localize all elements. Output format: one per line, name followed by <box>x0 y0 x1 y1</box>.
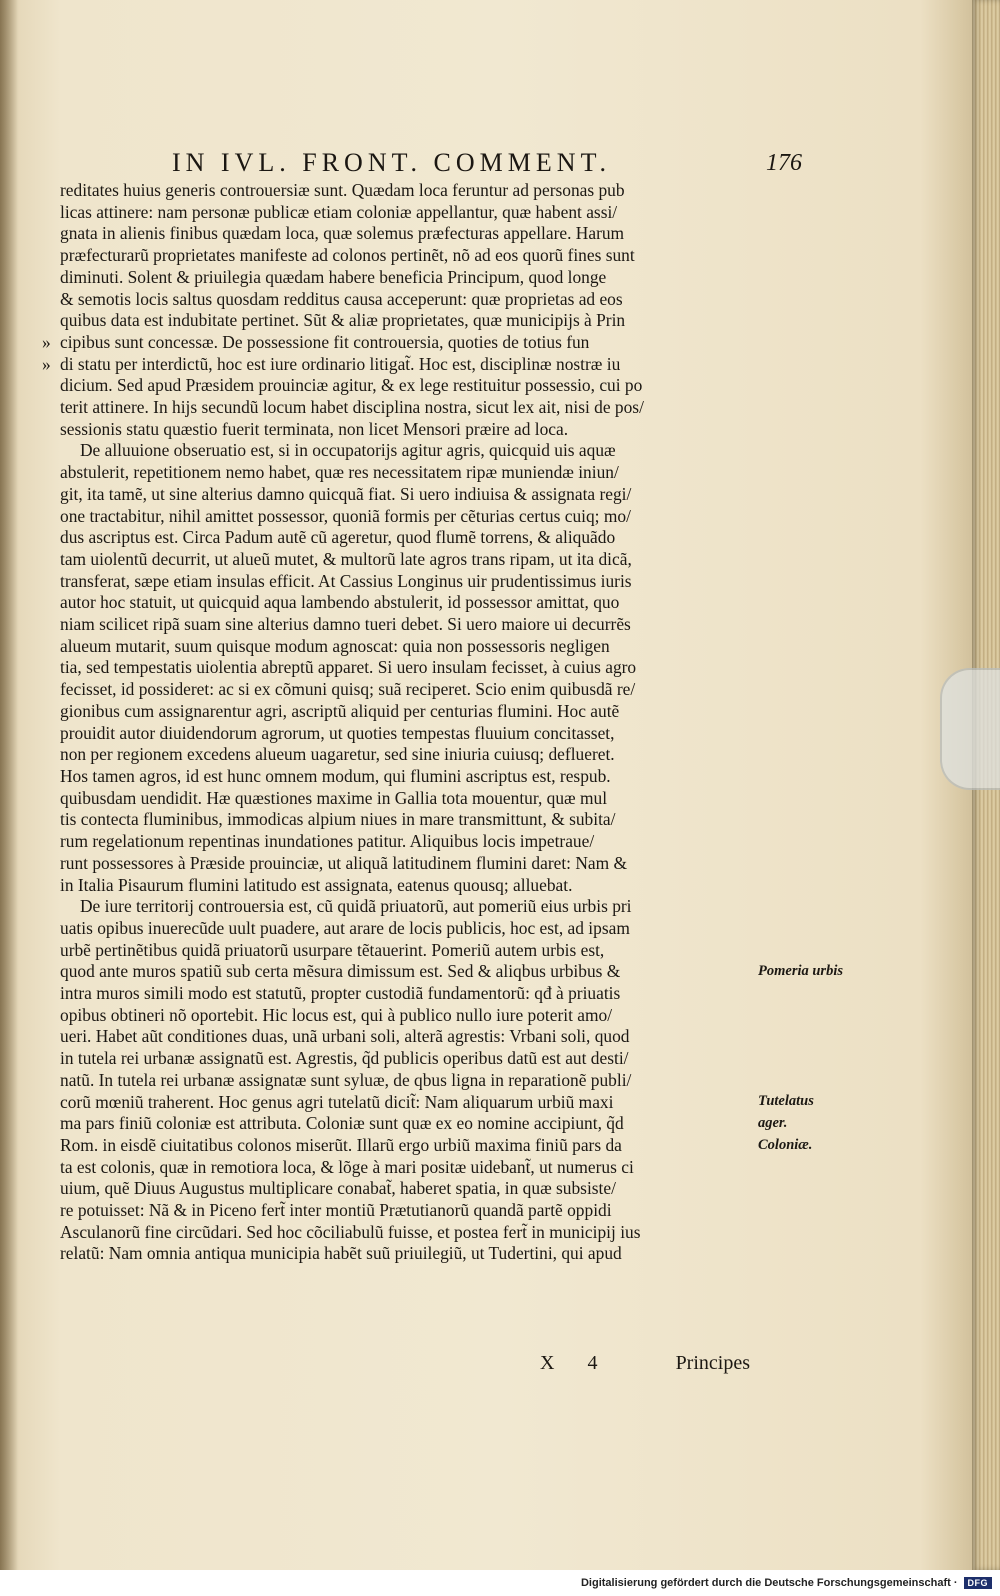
signature-mark: X 4 <box>540 1352 612 1374</box>
text-line <box>60 831 765 853</box>
text-line-content: autor hoc statuit, ut quicquid aqua lambendo abstulerit, id possessor amittat, quo <box>60 592 620 613</box>
text-line-content: corũ mœniũ traherent. Hoc genus agri tutelatũ dicit̃: Nam aliquarum urbiũ maxi <box>60 1091 614 1112</box>
text-line-content: abstulerit, repetitionem nemo habet, quæ res necessitatem ripæ muniendæ iniun/ <box>60 462 619 483</box>
text-line <box>60 701 765 723</box>
text-line <box>60 1048 765 1070</box>
text-line-content: non per regionem excedens alueum uagaretur, sed sine iniuria cuiusq; deflueret. <box>60 744 615 765</box>
text-line <box>60 1070 765 1092</box>
text-line-content: transferat, sæpe etiam insulas efficit. At Cassius Longinus uir prudentissimus iuris <box>60 570 632 591</box>
text-line-content: natũ. In tutela rei urbanæ assignatæ sunt syluæ, de qbus ligna in reparationẽ publi/ <box>60 1069 632 1090</box>
gutter-shadow <box>0 0 18 1570</box>
text-line <box>60 267 765 289</box>
text-line <box>60 875 765 897</box>
text-line <box>60 614 765 636</box>
text-line-content: opibus obtineri nõ oportebit. Hic locus est, qui à publico nullo iure poterit amo/ <box>60 1004 613 1025</box>
text-line <box>60 723 765 745</box>
text-line-content: licas attinere: nam personæ publicæ etiam coloniæ appellantur, quæ habent assi/ <box>60 201 618 222</box>
text-line-content: præfecturarũ proprietates manifeste ad colonos pertinẽt, nõ ad eos quorũ fines sunt <box>60 245 635 266</box>
text-line <box>60 1135 765 1157</box>
text-line <box>60 397 765 419</box>
text-line-content: in tutela rei urbanæ assignatũ est. Agrestis, q̃d publicis operibus datũ est aut desti/ <box>60 1048 629 1069</box>
text-line-content: cipibus sunt concessæ. De possessione fit controuersia, quoties de totius fun <box>60 331 590 352</box>
text-line <box>60 961 765 983</box>
text-line-content: dicium. Sed apud Præsidem prouinciæ agitur, & ex lege restituitur possessio, cui po <box>60 375 643 396</box>
text-line-content: alueum mutarit, suum quisque modum agnoscat: quia non possessoris negligen <box>60 635 610 656</box>
text-line <box>60 1113 765 1135</box>
text-line-content: De alluuione obseruatio est, si in occupatorijs agitur agris, quicquid uis aquæ <box>80 440 616 461</box>
text-line <box>60 788 765 810</box>
text-line <box>60 310 765 332</box>
text-line-content: ta est colonis, quæ in remotiora loca, & lõge à mari positæ uidebant̃, ut numerus ci <box>60 1156 634 1177</box>
text-line <box>60 1026 765 1048</box>
text-line-content: ma pars finiũ coloniæ est attributa. Coloniæ sunt quæ ex eo nomine accipiunt, q̃d <box>60 1113 624 1134</box>
catchword: Principes <box>675 1352 750 1374</box>
margin-note: Tutelatus <box>758 1093 814 1110</box>
text-line-content: tam uiolentũ decurrit, ut alueũ mutet, & multorũ late agros trans ripam, ut ita dicã, <box>60 548 632 569</box>
text-line <box>60 1178 765 1200</box>
text-line <box>60 853 765 875</box>
text-line <box>60 462 765 484</box>
margin-note: Coloniæ. <box>758 1136 813 1153</box>
text-line <box>60 245 765 267</box>
text-line-content: intra muros simili modo est statutũ, propter custodiã fundamentorũ: qđ à priuatis <box>60 983 621 1004</box>
page-footer <box>540 1352 750 1378</box>
text-line-content: rum regelationum repentinas inundationes patitur. Aliquibus locis impetraue/ <box>60 831 595 852</box>
text-line-content: Hos tamen agros, id est hunc omnem modum, qui flumini ascriptus est, respub. <box>60 765 611 786</box>
text-line-content: tis contecta fluminibus, immodicas alpium niues in mare transmittunt, & subita/ <box>60 809 616 830</box>
text-line-content: quod ante muros spatiũ sub certa mẽsura dimissum est. Sed & aliqbus urbibus & <box>60 961 621 982</box>
text-line-content: terit attinere. In hijs secundũ locum habet disciplina nostra, sicut lex ait, nisi de pos/ <box>60 397 644 418</box>
text-line <box>60 809 765 831</box>
text-line-content: diminuti. Solent & priuilegia quædam habere beneficia Principum, quod longe <box>60 266 607 287</box>
text-line-content: dus ascriptus est. Circa Padum autẽ cũ ageretur, quod flumẽ torrens, & aliquãdo <box>60 527 616 548</box>
text-line <box>60 506 765 528</box>
credit-text: Digitalisierung gefördert durch die Deutsche Forschungsgemeinschaft · <box>580 1577 958 1589</box>
text-line-content: sessionis statu quæstio fuerit terminata, non licet Mensori præire ad loca. <box>60 418 569 439</box>
text-line-content: di statu per interdictũ, hoc est iure ordinario litigat̃. Hoc est, disciplinæ nostræ iu <box>60 353 621 374</box>
text-line-content: Rom. in eisdẽ ciuitatibus colonos miserũt. Illarũ ergo urbiũ maxima finiũ pars da <box>60 1134 622 1155</box>
clip-tab <box>940 668 1000 790</box>
text-line-content: De iure territorij controuersia est, cũ quidã priuatorũ, aut pomeriũ eius urbis pri <box>80 896 632 917</box>
text-line <box>60 1222 765 1244</box>
text-line <box>60 679 765 701</box>
text-line <box>60 1200 765 1222</box>
quote-mark: » <box>42 353 51 374</box>
text-line <box>60 419 765 441</box>
text-line-content: one tractabitur, nihil amittet possessor, quoniã formis per cẽturias certus cuiq; mo/ <box>60 505 631 526</box>
text-line-content: relatũ: Nam omnia antiqua municipia habẽt suũ priuilegiũ, ut Tudertini, qui apud <box>60 1243 622 1264</box>
text-line <box>60 940 765 962</box>
text-line <box>42 331 765 354</box>
text-line <box>60 484 765 506</box>
text-line-content: gionibus cum assignarentur agri, ascriptũ aliquid per centurias flumini. Hoc autẽ <box>60 700 620 721</box>
text-line-content: runt possessores à Præside prouinciæ, ut aliquã latitudinem flumini daret: Nam & <box>60 852 628 873</box>
text-line <box>60 1005 765 1027</box>
text-line-content: re potuisset: Nã & in Piceno fert̃ inter montiũ Prætutianorũ quandã partẽ oppidi <box>60 1200 612 1221</box>
page-number: 176 <box>766 150 802 176</box>
text-line-content: ueri. Habet aũt conditiones duas, unã urbani soli, alterã agrestis: Vrbani soli, quod <box>60 1026 630 1047</box>
digitization-credit-bar <box>0 1570 1000 1596</box>
text-line-content: urbẽ pertinẽtibus quidã priuatorũ usurpare tẽtauerint. Pomeriũ autem urbis est, <box>60 939 605 960</box>
text-line <box>60 375 765 397</box>
quote-mark: » <box>42 331 51 352</box>
text-line-content: niam scilicet ripã suam sine alterius damno tueri debet. Si uero maiore ui decurrẽs <box>60 614 631 635</box>
text-line <box>60 289 765 311</box>
dfg-logo: DFG <box>964 1577 993 1589</box>
page-header <box>172 148 802 184</box>
text-line <box>60 571 765 593</box>
text-line-content: Asculanorũ fine circũdari. Sed hoc cõciliabulũ fuisse, et postea fert̃ in municipij ius <box>60 1221 641 1242</box>
text-line <box>60 896 765 918</box>
text-line-content: in Italia Pisaurum flumini latitudo est assignata, eatenus quousq; alluebat. <box>60 874 573 895</box>
text-line-content: quibusdam uendidit. Hæ quæstiones maxime in Gallia tota mouentur, quæ mul <box>60 787 608 808</box>
text-line-content: fecisset, id possideret: ac si ex cõmuni quisq; suã reciperet. Scio enim quibusdã re/ <box>60 679 636 700</box>
text-line <box>60 1243 765 1265</box>
margin-note: Pomeria urbis <box>758 963 843 980</box>
text-line-content: uium, quẽ Diuus Augustus multiplicare conabat̃, haberet spatia, in quæ subsiste/ <box>60 1178 616 1199</box>
text-line <box>60 1157 765 1179</box>
text-line <box>60 592 765 614</box>
running-head: IN IVL. FRONT. COMMENT. <box>172 148 612 177</box>
text-line-content: reditates huius generis controuersiæ sunt. Quædam loca feruntur ad personas pub <box>60 180 625 200</box>
text-line-content: uatis opibus inuerecũde uult puadere, aut arare de locis publicis, hoc est, ad ipsam <box>60 917 630 938</box>
text-line <box>60 766 765 788</box>
text-line <box>60 549 765 571</box>
text-line-content: tia, sed tempestatis uiolentia abreptũ apparet. Si uero insulam fecisset, à cuius agro <box>60 657 637 678</box>
text-line-content: quibus data est indubitate pertinet. Sũt & aliæ proprietates, quæ municipijs à Prin <box>60 310 626 331</box>
text-line <box>60 223 765 245</box>
text-line <box>42 353 765 376</box>
text-line <box>60 440 765 462</box>
text-line <box>60 918 765 940</box>
text-line <box>60 1092 765 1114</box>
body-text <box>42 180 765 1265</box>
margin-note: ager. <box>758 1115 788 1132</box>
text-line-content: & semotis locis saltus quosdam redditus causa acceperunt: quæ proprietas ad eos <box>60 288 623 309</box>
text-line <box>60 657 765 679</box>
text-line <box>60 744 765 766</box>
text-line <box>60 527 765 549</box>
text-line <box>60 180 765 202</box>
text-line-content: git, ita tamẽ, ut sine alterius damno quicquã fiat. Si uero indiuisa & assignata regi/ <box>60 483 632 504</box>
text-line-content: prouidit autor diuidendorum agrorum, ut quoties tempestas fluuium concitasset, <box>60 722 615 743</box>
text-line <box>60 636 765 658</box>
text-line <box>60 202 765 224</box>
text-line-content: gnata in alienis finibus quædam loca, quæ solemus præfecturas appellare. Harum <box>60 223 625 244</box>
text-line <box>60 983 765 1005</box>
